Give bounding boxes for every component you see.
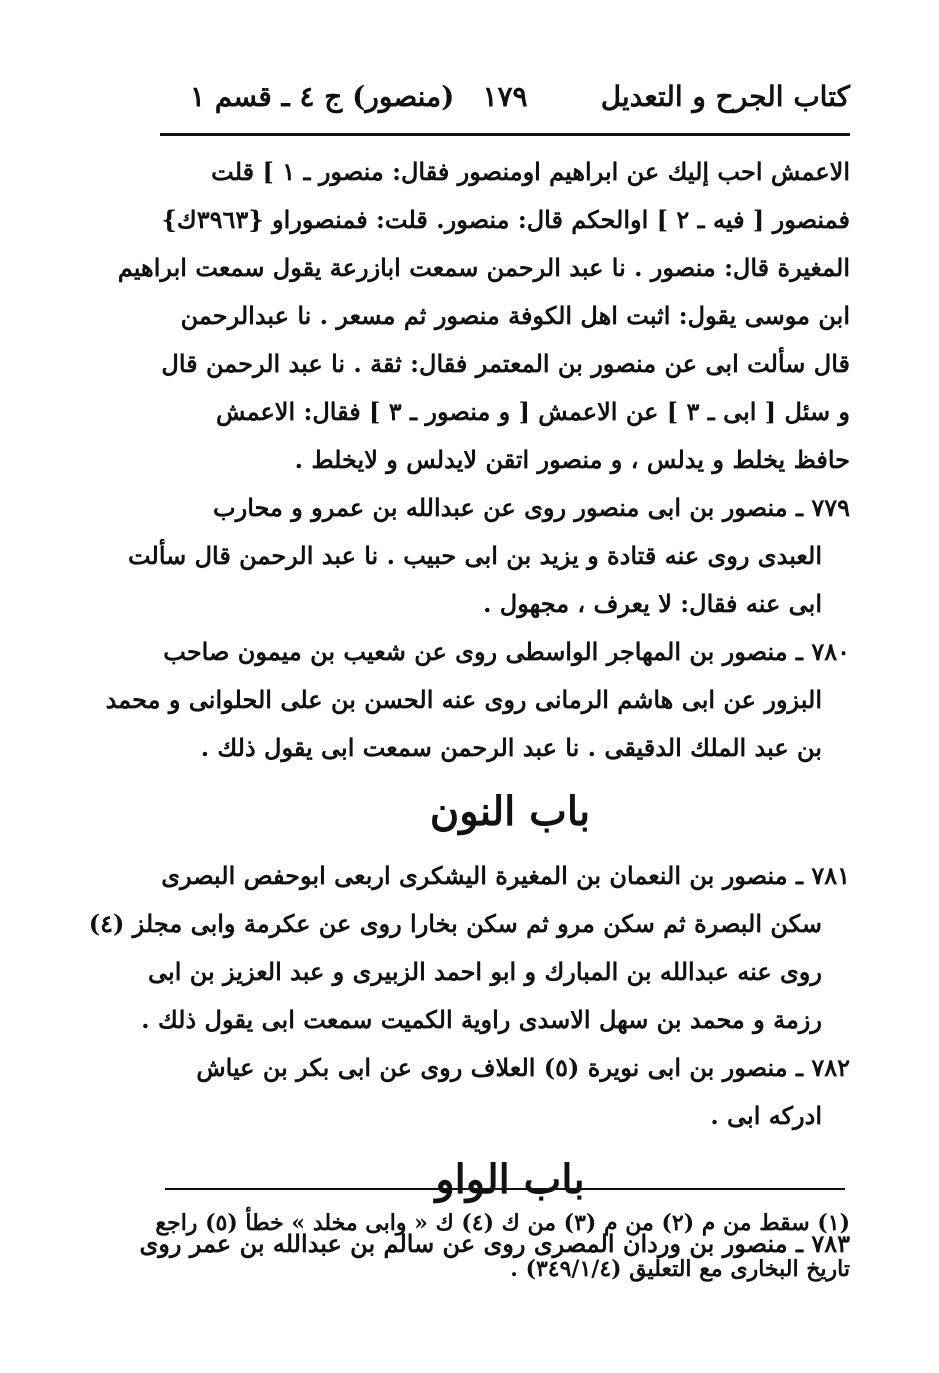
entry-782-line: ادركه ابى . <box>710 1101 822 1130</box>
footnote-line: تاريخ البخارى مع التعليق (٣٤٩/١/٤) . <box>510 1256 850 1282</box>
entry-783-line: ٧٨٣ ـ منصور بن وردان المصرى روى عن سالم بن عبدالله بن عمر روى <box>139 1229 850 1258</box>
footnote-line: (١) سقط من م (٢) من م (٣) من ك (٤) ك « وابى مخلد » خطأ (٥) راجع <box>155 1210 850 1236</box>
entry-779-line: ٧٧٩ ـ منصور بن ابى منصور روى عن عبدالله بن عمرو و محارب <box>213 493 850 522</box>
entry-781-line: ٧٨١ ـ منصور بن النعمان بن المغيرة اليشكرى اربعى ابوحفص البصرى <box>161 861 850 890</box>
entry-781-line: روى عنه عبدالله بن المبارك و ابو احمد الزبيرى و عبد العزيز بن ابى <box>148 957 822 986</box>
text-line: فمنصور [ فيه ـ ٢ ] اوالحكم قال: منصور. قلت: فمنصوراو {٣٩٦٣ك} <box>161 205 850 234</box>
section-heading-waw: باب الواو <box>435 1156 585 1203</box>
text-line: قال سألت ابى عن منصور بن المعتمر فقال: ثقة . نا عبد الرحمن قال <box>161 349 850 378</box>
entry-780-line: البزور عن ابى هاشم الرمانى روى عنه الحسن بن على الحلوانى و محمد <box>105 685 822 714</box>
entry-781-line: رزمة و محمد بن سهل الاسدى راوية الكميت سمعت ابى يقول ذلك . <box>141 1005 822 1034</box>
book-title: كتاب الجرح و التعديل <box>600 80 850 113</box>
entry-780-line: بن عبد الملك الدقيقى . نا عبد الرحمن سمعت ابى يقول ذلك . <box>200 733 822 762</box>
page-header <box>160 72 850 130</box>
page-number: ١٧٩ <box>482 80 528 113</box>
text-line: حافظ يخلط و يدلس ، و منصور اتقن لايدلس و لايخلط . <box>294 445 850 474</box>
entry-779-line: ابى عنه فقال: لا يعرف ، مجهول . <box>483 589 822 618</box>
text-line: الاعمش احب إليك عن ابراهيم اومنصور فقال: منصور ـ ١ ] قلت <box>211 157 850 186</box>
entry-781-line: سكن البصرة ثم سكن مرو ثم سكن بخارا روى عن عكرمة وابى مجلز (٤) <box>88 909 822 938</box>
entry-782-line: ٧٨٢ ـ منصور بن ابى نويرة (٥) العلاف روى عن ابى بكر بن عياش <box>196 1053 850 1082</box>
main-text <box>88 148 850 1268</box>
volume-label: (منصور) ج ٤ ـ قسم ١ <box>190 80 455 113</box>
entry-780-line: ٧٨٠ ـ منصور بن المهاجر الواسطى روى عن شعيب بن ميمون صاحب <box>163 637 850 666</box>
text-line: ابن موسى يقول: اثبت اهل الكوفة منصور ثم مسعر . نا عبدالرحمن <box>180 301 850 330</box>
footnotes <box>139 1200 850 1292</box>
text-line: و سئل [ ابى ـ ٣ ] عن الاعمش [ و منصور ـ ٣ ] فقال: الاعمش <box>215 397 850 426</box>
entry-779-line: العبدى روى عنه قتادة و يزيد بن ابى حبيب . نا عبد الرحمن قال سألت <box>127 541 822 570</box>
section-heading-nun: باب النون <box>429 788 591 835</box>
header-rule <box>160 133 850 136</box>
text-line: المغيرة قال: منصور . نا عبد الرحمن سمعت ابازرعة يقول سمعت ابراهيم <box>117 253 850 282</box>
footnote-rule <box>165 1188 845 1190</box>
